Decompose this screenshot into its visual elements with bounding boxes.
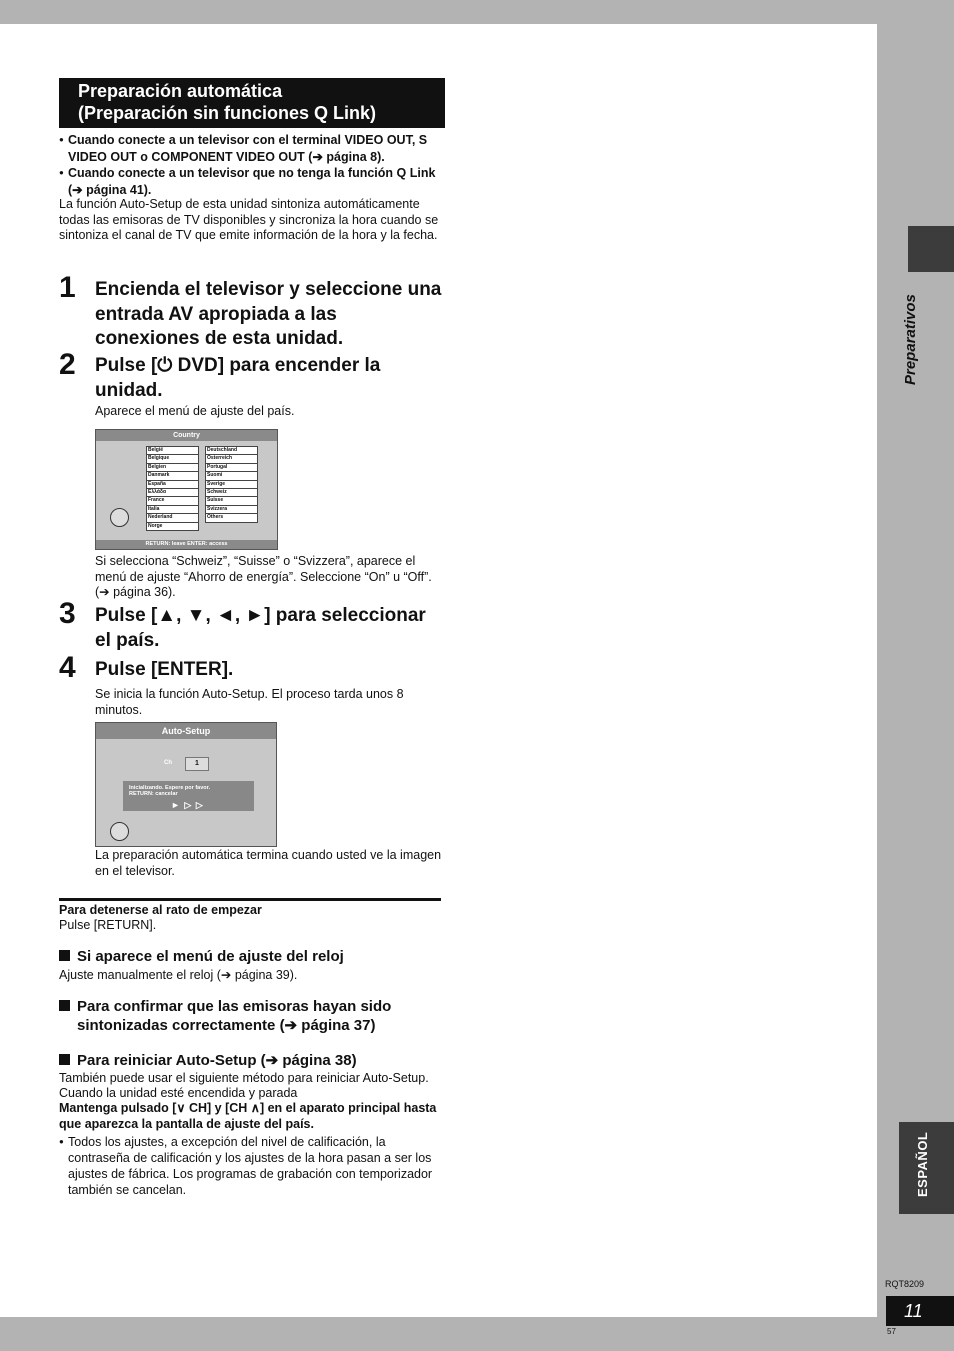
- step-1-text: Encienda el televisor y seleccione una entrada AV apropiada a las conexiones de esta unidad.: [95, 279, 442, 349]
- restart-instruction: Mantenga pulsado [∨ CH] y [CH ∧] en el aparato principal hasta que aparezca la pantalla de ajuste del país.: [59, 1101, 437, 1131]
- step-3-number: 3: [59, 597, 76, 630]
- section-divider: [59, 898, 441, 901]
- bullet-video-out: ● Cuando conecte a un televisor con el terminal VIDEO OUT, S VIDEO OUT o COMPONENT VIDEO OUT (➔ página 8).: [59, 132, 444, 165]
- restart-bullet: ● Todos los ajustes, a excepción del nivel de calificación, la contraseña de calificación y los ajustes de la hora pasan a ser los ajustes de fábrica. Los programas de grabación con temporizador también se cancelan.: [59, 1134, 444, 1198]
- restart-heading: Para reiniciar Auto-Setup (➔ página 38): [59, 1051, 444, 1070]
- country-note: Si selecciona “Schweiz”, “Suisse” o “Svizzera”, aparece el menú de ajuste “Ahorro de energía”. Seleccione “On” u “Off”. (➔ página 36).: [95, 554, 432, 599]
- remote-dial-icon: [110, 822, 129, 841]
- page-number: 11: [886, 1296, 954, 1326]
- stop-text: Pulse [RETURN].: [59, 918, 157, 932]
- page-subnumber: 57: [887, 1327, 896, 1336]
- step-3-text: Pulse [▲, ▼, ◄, ►] para seleccionar el país.: [95, 605, 426, 651]
- confirm-heading: Para confirmar que las emisoras hayan sido sintonizadas correctamente (➔ página 37): [59, 997, 444, 1035]
- restart-text-2: Cuando la unidad esté encendida y parada: [59, 1086, 298, 1100]
- clock-text: Ajuste manualmente el reloj (➔ página 39).: [59, 968, 298, 982]
- step-2-text: Pulse [⏻ DVD] para encender la unidad.: [95, 355, 381, 401]
- remote-dial-icon: [110, 508, 129, 527]
- country-menu-footer: RETURN: leave ENTER: access: [96, 540, 277, 549]
- channel-label: Ch: [164, 760, 172, 766]
- step-1-number: 1: [59, 271, 76, 304]
- auto-setup-title: Auto-Setup: [96, 723, 276, 739]
- top-band: [0, 0, 954, 24]
- page-title: Preparación automática (Preparación sin funciones Q Link): [59, 78, 445, 128]
- step-4-number: 4: [59, 651, 76, 684]
- step-2-note: Aparece el menú de ajuste del país.: [95, 404, 295, 418]
- auto-setup-message: Inicializando. Espere por favor. RETURN: cancelar: [123, 781, 254, 811]
- channel-value: 1: [185, 757, 209, 771]
- progress-arrows: ► ▷ ▷: [171, 800, 204, 810]
- step-2-number: 2: [59, 348, 76, 381]
- country-list-left: België Belgique Belgien Danmark España Ελλάδα France Italia Nederland Norge: [146, 446, 199, 531]
- section-tab: [908, 226, 954, 272]
- country-menu-screen: [95, 429, 278, 550]
- auto-setup-screen: [95, 722, 277, 847]
- section-label: Preparativos: [902, 294, 919, 385]
- restart-text-1: También puede usar el siguiente método para reiniciar Auto-Setup.: [59, 1071, 429, 1085]
- step-4-text: Pulse [ENTER].: [95, 659, 234, 680]
- stop-title: Para detenerse al rato de empezar: [59, 903, 262, 917]
- document-code: RQT8209: [885, 1279, 925, 1289]
- step-4-note: Se inicia la función Auto-Setup. El proceso tarda unos 8 minutos.: [95, 687, 404, 717]
- country-list-right: Deutschland Österreich Portugal Suomi Sverige Schweiz Suisse Svizzera Others: [205, 446, 258, 523]
- language-tab: ESPAÑOL: [899, 1122, 954, 1214]
- country-menu-title: Country: [96, 430, 277, 441]
- intro-text: La función Auto-Setup de esta unidad sintoniza automáticamente todas las emisoras de TV disponibles y sincroniza la hora cuando se sintoniza el canal de TV que emite información de la hora y la fecha.: [59, 197, 439, 242]
- bottom-band: [0, 1317, 954, 1351]
- clock-heading: Si aparece el menú de ajuste del reloj: [59, 947, 419, 966]
- bullet-no-qlink: ● Cuando conecte a un televisor que no tenga la función Q Link (➔ página 41).: [59, 165, 444, 198]
- auto-setup-note: La preparación automática termina cuando usted ve la imagen en el televisor.: [95, 848, 442, 878]
